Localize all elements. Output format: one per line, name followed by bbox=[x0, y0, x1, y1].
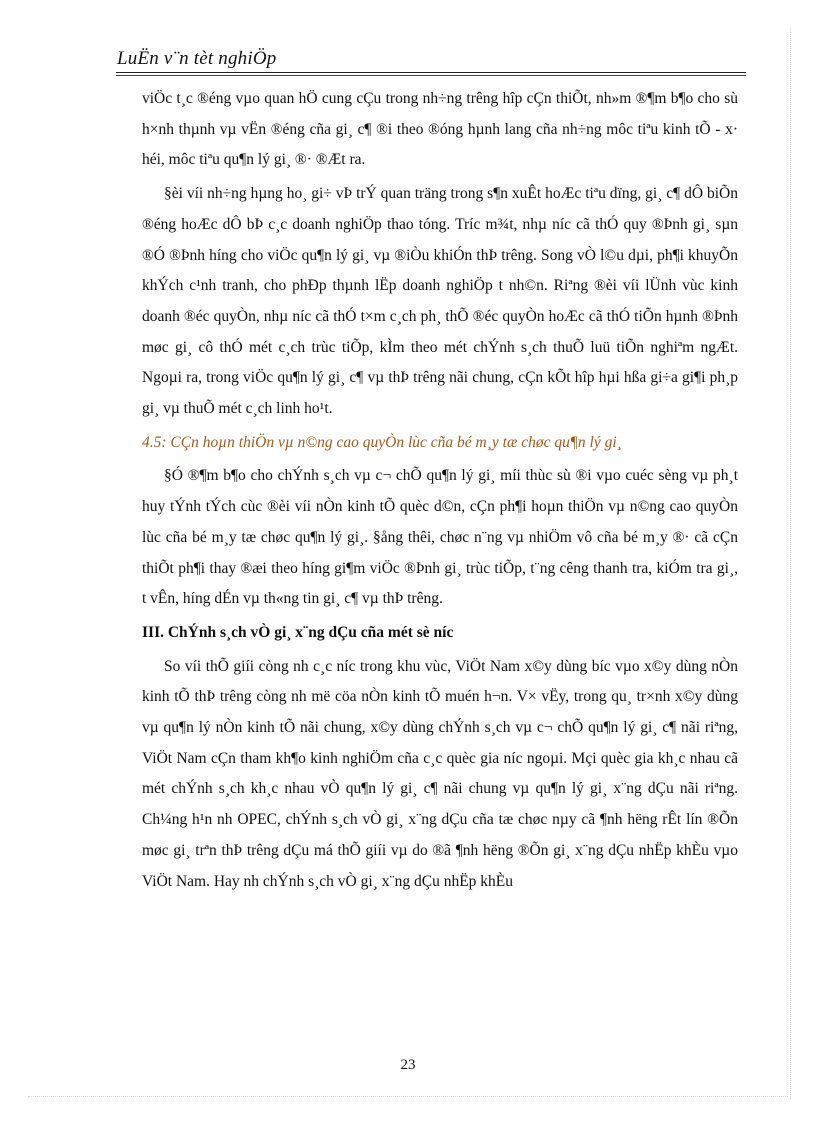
section-heading-4-5: 4.5: CÇn hoµn thiÖn vµ n©ng cao quyÒn lùc cña bé m¸y tæ chøc qu¶n lý gi¸ bbox=[142, 433, 622, 451]
paragraph-international-experience: So víi thÕ giíi còng nh c¸c níc trong khu vùc, ViÖt Nam x©y dùng bíc vµo x©y dùng nÒn kinh tÕ thÞ trêng còng nh më cöa nÒn kinh tÕ muén h¬n. V× vËy, trong qu¸ tr×nh x©y dùng vµ qu¶n lý nÒn kinh tÕ nãi chung, x©y dùng chÝnh s¸ch vµ c¬ chÕ qu¶n lý gi¸ c¶ nãi riªng, ViÖt Nam cÇn tham kh¶o kinh nghiÖm cña c¸c quèc gia níc ngoµi. Mçi quèc gia kh¸c nhau cã mét chÝnh s¸ch kh¸c nhau vÒ qu¶n lý gi¸ c¶ nãi chung vµ qu¶n lý gi¸ x¨ng dÇu nãi riªng. Ch¼ng h¹n nh OPEC, chÝnh s¸ch vÒ gi¸ x¨ng dÇu cña tæ chøc nµy cã ¶nh hëng rÊt lín ®Õn møc gi¸ trªn thÞ trêng dÇu má thÕ giíi vµ do ®ã ¶nh hëng ®Õn gi¸ x¨ng dÇu nhËp khÈu vµo ViÖt Nam. Hay nh chÝnh s¸ch vÒ gi¸ x¨ng dÇu nhËp khÈu bbox=[142, 657, 738, 890]
paragraph-continuation: viÖc t¸c ®éng vµo quan hÖ cung cÇu trong nh÷ng trêng hîp cÇn thiÕt, nh»m ®¶m b¶o cho sù h×nh thµnh vµ vËn ®éng cña gi¸ c¶ ®i theo ®óng hµnh lang cña nh÷ng môc tiªu kinh tÕ - x· héi, môc tiªu qu¶n lý gi¸ ®· ®Æt ra. bbox=[142, 90, 738, 169]
paragraph-price-apparatus: §Ó ®¶m b¶o cho chÝnh s¸ch vµ c¬ chÕ qu¶n lý gi¸ míi thùc sù ®i vµo cuéc sèng vµ ph¸t huy tÝnh tÝch cùc ®èi víi nÒn kinh tÕ quèc d©n, cÇn ph¶i hoµn thiÖn vµ n©ng cao quyÒn lùc cña bé m¸y tæ chøc qu¶n lý gi¸. §ång thêi, chøc n¨ng vµ nhiÖm vô cña bé m¸y ®· cã cÇn thiÕt ph¶i thay ®æi theo híng gi¶m viÖc ®Þnh gi¸ trùc tiÕp, t¨ng cêng thanh tra, kiÓm tra gi¸, t vÊn, híng dÉn vµ th«ng tin gi¸ c¶ vµ thÞ trêng. bbox=[142, 467, 738, 608]
page-bottom-border bbox=[28, 1096, 788, 1097]
paragraph-key-commodities: §èi víi nh÷ng hµng ho¸ gi÷ vÞ trÝ quan träng trong s¶n xuÊt hoÆc tiªu dïng, gi¸ c¶ dÔ biÕn ®éng hoÆc dÔ bÞ c¸c doanh nghiÖp thao tóng. Tríc m¾t, nhµ níc cã thÓ quy ®Þnh gi¸ sµn ®Ó ®Þnh híng cho viÖc qu¶n lý gi¸ vµ ®iÒu khiÓn thÞ trêng. Song vÒ l©u dµi, ph¶i khuyÕn khÝch c¹nh tranh, cho phÐp thµnh lËp doanh nghiÖp t nh©n. Riªng ®èi víi lÜnh vùc kinh doanh ®éc quyÒn, nhµ níc cã thÓ t×m c¸ch ph¸ thÕ ®éc quyÒn hoÆc cã thÓ tiÕn hµnh ®Þnh møc gi¸ cô thÓ mét c¸ch trùc tiÕp, kÌm theo mét chÝnh s¸ch thuÕ luü tiÕn nghiªm ngÆt. Ngoµi ra, trong viÖc qu¶n lý gi¸ c¶ vµ thÞ trêng nãi chung, cÇn kÕt hîp hµi hßa gi÷a gi¶i ph¸p gi¸ vµ thuÕ mét c¸ch linh ho¹t. bbox=[142, 185, 738, 418]
page-number: 23 bbox=[400, 1057, 416, 1073]
running-header: LuËn v¨n tèt nghiÖp bbox=[117, 48, 277, 69]
page-right-border bbox=[790, 28, 791, 1099]
header-rule-thick bbox=[116, 72, 746, 73]
chapter-heading-iii: III. ChÝnh s¸ch vÒ gi¸ x¨ng dÇu cña mét sè níc bbox=[142, 623, 454, 641]
header-rule-thin bbox=[116, 75, 746, 76]
page-body bbox=[142, 84, 738, 897]
